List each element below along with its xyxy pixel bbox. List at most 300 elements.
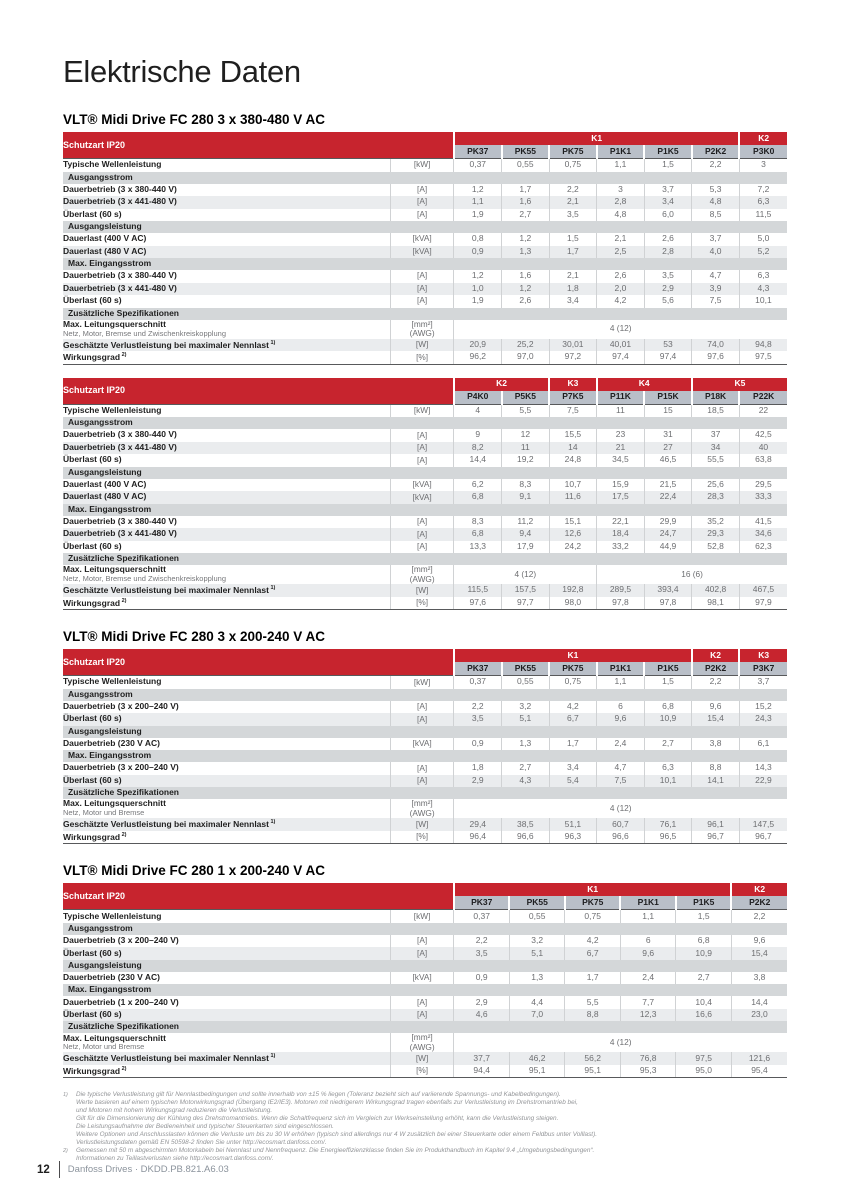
frame-size-header: K2 [454,378,549,391]
row-label: Max. Leitungsquerschnitt Netz, Motor und Bremse [63,1033,390,1052]
footnote-line: Die Leistungsaufnahme der Bedieneinheit und typischer Steuerkarten sind eingeschlossen. [76,1123,334,1131]
value-cell: 97,7 [502,597,550,610]
value-cell: 1,6 [502,196,550,209]
section-label: Ausgangsleistung [63,221,787,233]
section-label: Zusätzliche Spezifikationen [63,308,787,320]
unit-cell: [A] [390,196,454,209]
value-cell: 14,4 [731,996,787,1009]
table-row [63,1052,787,1065]
value-cell: 4,0 [692,246,740,259]
header-group-row [63,883,787,896]
value-cell: 0,37 [454,159,502,172]
row-label: Max. Leitungsquerschnitt Netz, Motor und Bremse [63,799,390,818]
value-cell: 37 [692,429,740,442]
value-cell: 2,2 [454,935,510,948]
unit-cell: [A] [390,775,454,788]
model-header: PK75 [549,662,597,676]
table-row [63,1009,787,1022]
table-wrapper [63,132,787,365]
page-footer [37,1161,229,1178]
value-cell: 3,4 [549,762,597,775]
footnote-ref: 1) [268,585,276,592]
table-row [63,910,787,923]
value-cell: 2,7 [644,738,692,751]
table-row [63,831,787,844]
value-cell: 15,2 [739,701,787,714]
row-label: Dauerbetrieb (3 x 380-440 V) [63,429,390,442]
model-header: P3K0 [739,145,787,159]
value-cell: 17,5 [597,491,645,504]
document-id: Danfoss Drives · DKDD.PB.821.A6.03 [67,1164,229,1175]
value-cell: 0,9 [454,738,502,751]
tables-container [63,112,787,1078]
value-cell: 9,6 [692,701,740,714]
value-cell: 7,7 [620,996,676,1009]
table-row [63,295,787,308]
value-cell: 97,2 [549,351,597,364]
value-cell: 3,5 [549,209,597,222]
footer-divider [59,1161,60,1178]
value-cell: 2,4 [597,738,645,751]
value-cell: 62,3 [739,541,787,554]
model-header: P1K1 [597,145,645,159]
value-cell: 5,1 [509,947,565,960]
value-cell: 40 [739,442,787,455]
value-cell: 1,8 [549,283,597,296]
table-row [63,339,787,352]
table-row [63,775,787,788]
value-cell: 4,3 [502,775,550,788]
value-cell: 97,6 [692,351,740,364]
unit-cell: [%] [390,1065,454,1078]
spec-table [63,132,787,365]
value-cell: 5,5 [502,404,550,417]
value-cell: 10,9 [676,947,732,960]
value-cell: 96,6 [502,831,550,844]
value-cell: 1,9 [454,295,502,308]
value-cell: 14 [549,442,597,455]
value-cell: 6,3 [739,196,787,209]
table-row [63,491,787,504]
value-cell: 29,9 [644,516,692,529]
footnote-marker: 2) [63,1148,68,1155]
unit-cell: [kVA] [390,738,454,751]
value-cell: 27 [644,442,692,455]
frame-size-header: K4 [597,378,692,391]
header-group-row [63,132,787,145]
footnote-line: Verlustleistungsdaten gemäß EN 50598-2 finden Sie unter http://ecosmart.danfoss.com/. [76,1139,327,1147]
value-cell: 28,3 [692,491,740,504]
value-cell: 1,2 [502,233,550,246]
value-cell: 11 [597,404,645,417]
value-cell: 9 [454,429,502,442]
value-cell: 95,1 [509,1065,565,1078]
value-cell: 15,4 [692,713,740,726]
model-header: P5K5 [502,391,550,405]
value-cell: 52,8 [692,541,740,554]
section-row [63,726,787,738]
footnotes [63,1091,787,1163]
value-cell: 9,6 [620,947,676,960]
unit-cell: [A] [390,454,454,467]
value-cell: 6,7 [565,947,621,960]
value-cell: 15,9 [597,479,645,492]
value-cell: 0,8 [454,233,502,246]
merged-value-cell: 4 (12) [454,1033,787,1052]
value-cell: 46,2 [509,1052,565,1065]
row-label: Überlast (60 s) [63,295,390,308]
value-cell: 1,3 [509,972,565,985]
value-cell: 1,7 [502,184,550,197]
footnote-marker: 1) [63,1092,68,1099]
value-cell: 3,8 [731,972,787,985]
table-section-title: VLT® Midi Drive FC 280 3 x 200-240 V AC [63,629,326,645]
value-cell: 3,4 [549,295,597,308]
value-cell: 3 [739,159,787,172]
value-cell: 10,4 [676,996,732,1009]
value-cell: 3,5 [454,947,510,960]
model-header: P15K [644,391,692,405]
unit-cell: [%] [390,831,454,844]
row-sublabel: Netz, Motor und Bremse [63,1042,145,1052]
value-cell: 10,1 [739,295,787,308]
model-header: PK55 [502,662,550,676]
value-cell: 94,4 [454,1065,510,1078]
row-label: Dauerbetrieb (3 x 441-480 V) [63,528,390,541]
value-cell: 14,1 [692,775,740,788]
value-cell: 8,3 [454,516,502,529]
value-cell: 393,4 [644,584,692,597]
row-label: Überlast (60 s) [63,541,390,554]
value-cell: 14,3 [739,762,787,775]
table-row [63,233,787,246]
value-cell: 5,1 [502,713,550,726]
value-cell: 121,6 [731,1052,787,1065]
value-cell: 11,5 [739,209,787,222]
value-cell: 18,5 [692,404,740,417]
value-cell: 97,8 [644,597,692,610]
value-cell: 38,5 [502,818,550,831]
unit-cell: [A] [390,429,454,442]
value-cell: 2,6 [597,270,645,283]
value-cell: 14,4 [454,454,502,467]
value-cell: 0,37 [454,910,510,923]
model-header: PK55 [502,145,550,159]
protection-class-label: Schutzart IP20 [63,883,454,910]
value-cell: 6,8 [676,935,732,948]
value-cell: 2,7 [676,972,732,985]
value-cell: 7,5 [692,295,740,308]
value-cell: 2,9 [644,283,692,296]
value-cell: 3,9 [692,283,740,296]
page-title: Elektrische Daten [63,54,301,89]
frame-size-header: K3 [549,378,597,391]
row-label: Geschätzte Verlustleistung bei maximaler Nennlast $^{1)}$ [63,584,390,597]
table-row [63,320,787,339]
row-label: Überlast (60 s) [63,209,390,222]
value-cell: 8,8 [565,1009,621,1022]
section-row [63,221,787,233]
value-cell: 2,2 [692,676,740,689]
value-cell: 15,1 [549,516,597,529]
value-cell: 41,5 [739,516,787,529]
value-cell: 97,4 [597,351,645,364]
protection-class-label: Schutzart IP20 [63,378,454,405]
frame-size-header: K5 [692,378,787,391]
value-cell: 12,3 [620,1009,676,1022]
value-cell: 46,5 [644,454,692,467]
value-cell: 31 [644,429,692,442]
protection-class-label: Schutzart IP20 [63,649,454,676]
section-row [63,504,787,516]
spec-table [63,883,787,1078]
value-cell: 1,1 [597,676,645,689]
value-cell: 96,2 [454,351,502,364]
table-row [63,565,787,584]
unit-cell: [kW] [390,159,454,172]
frame-size-header: K2 [739,132,787,145]
value-cell: 7,5 [597,775,645,788]
value-cell: 24,3 [739,713,787,726]
unit-cell [390,1033,454,1052]
value-cell: 4,7 [692,270,740,283]
section-row [63,417,787,429]
value-cell: 56,2 [565,1052,621,1065]
value-cell: 0,55 [509,910,565,923]
value-cell: 4,2 [549,701,597,714]
model-header: P22K [739,391,787,405]
value-cell: 0,37 [454,676,502,689]
row-label: Geschätzte Verlustleistung bei maximaler Nennlast $^{1)}$ [63,339,390,352]
table-wrapper [63,649,787,844]
section-label: Zusätzliche Spezifikationen [63,1021,787,1033]
value-cell: 60,7 [597,818,645,831]
value-cell: 34,5 [597,454,645,467]
value-cell: 2,9 [454,775,502,788]
value-cell: 6,2 [454,479,502,492]
unit-cell: [kW] [390,404,454,417]
table-row [63,996,787,1009]
unit-cell: [A] [390,283,454,296]
table-row [63,541,787,554]
value-cell: 3,5 [454,713,502,726]
spec-table [63,378,787,611]
value-cell: 97,5 [676,1052,732,1065]
table-row [63,528,787,541]
value-cell: 33,3 [739,491,787,504]
value-cell: 11 [502,442,550,455]
value-cell: 96,4 [454,831,502,844]
row-label: Wirkungsgrad $^{2)}$ [63,831,390,844]
frame-size-header: K1 [454,132,739,145]
section-row [63,172,787,184]
row-label: Überlast (60 s) [63,775,390,788]
value-cell: 1,2 [454,184,502,197]
value-cell: 76,1 [644,818,692,831]
unit-cell [390,799,454,818]
merged-value-cell: 4 (12) [454,320,787,339]
row-label: Typische Wellenleistung [63,404,390,417]
value-cell: 96,6 [597,831,645,844]
value-cell: 7,2 [739,184,787,197]
unit-cell: [A] [390,295,454,308]
value-cell: 25,6 [692,479,740,492]
value-cell: 51,1 [549,818,597,831]
section-label: Zusätzliche Spezifikationen [63,787,787,799]
row-label: Dauerlast (480 V AC) [63,246,390,259]
value-cell: 2,8 [597,196,645,209]
value-cell: 44,9 [644,541,692,554]
footnote-line: Gilt für die Dimensionierung der Kühlung des Drehstromantriebs. Wenn die Schaltfrequenz sich im Vergleich zur Werkseinstellung erhöht, kann die Verlustleistung steigen. [76,1115,559,1123]
unit-cell: [W] [390,818,454,831]
merged-value-cell: 4 (12) [454,799,787,818]
value-cell: 96,3 [549,831,597,844]
row-label: Dauerlast (400 V AC) [63,479,390,492]
unit-cell: [kVA] [390,972,454,985]
value-cell: 0,75 [565,910,621,923]
value-cell: 2,9 [454,996,510,1009]
value-cell: 289,5 [597,584,645,597]
table-section-title: VLT® Midi Drive FC 280 3 x 380-480 V AC [63,112,326,127]
row-label: Dauerbetrieb (3 x 380-440 V) [63,270,390,283]
value-cell: 3,2 [509,935,565,948]
model-header: P1K1 [597,662,645,676]
value-cell: 11,2 [502,516,550,529]
value-cell: 9,4 [502,528,550,541]
table-row [63,713,787,726]
value-cell: 19,2 [502,454,550,467]
table-row [63,454,787,467]
unit-line: [mm²] [411,1032,433,1043]
row-label: Geschätzte Verlustleistung bei maximaler Nennlast $^{1)}$ [63,818,390,831]
table-row [63,972,787,985]
unit-cell: [A] [390,701,454,714]
value-cell: 95,1 [565,1065,621,1078]
value-cell: 2,6 [502,295,550,308]
table-row [63,404,787,417]
unit-line: (AWG) [409,807,435,818]
model-header: PK37 [454,662,502,676]
unit-cell [390,320,454,339]
model-header: P4K0 [454,391,502,405]
value-cell: 96,7 [692,831,740,844]
table-row [63,442,787,455]
value-cell: 2,5 [597,246,645,259]
row-label: Dauerbetrieb (230 V AC) [63,738,390,751]
value-cell: 96,5 [644,831,692,844]
merged-value-cell: 16 (6) [597,565,787,584]
section-label: Ausgangsstrom [63,923,787,935]
unit-line: (AWG) [409,1041,435,1052]
value-cell: 15,4 [731,947,787,960]
value-cell: 1,6 [502,270,550,283]
table-row [63,283,787,296]
row-label: Geschätzte Verlustleistung bei maximaler Nennlast $^{1)}$ [63,1052,390,1065]
unit-cell: [A] [390,1009,454,1022]
unit-cell: [W] [390,584,454,597]
row-label: Dauerbetrieb (3 x 200–240 V) [63,762,390,775]
value-cell: 0,55 [502,159,550,172]
footnote-ref: 2) [120,831,127,838]
value-cell: 5,0 [739,233,787,246]
value-cell: 24,2 [549,541,597,554]
section-row [63,984,787,996]
section-label: Max. Eingangsstrom [63,258,787,270]
unit-cell: [W] [390,339,454,352]
section-label: Max. Eingangsstrom [63,984,787,996]
footnote-ref: 2) [120,1065,127,1072]
unit-cell: [A] [390,516,454,529]
value-cell: 3,4 [644,196,692,209]
unit-cell: [W] [390,1052,454,1065]
value-cell: 157,5 [502,584,550,597]
row-label: Dauerbetrieb (1 x 200–240 V) [63,996,390,1009]
value-cell: 467,5 [739,584,787,597]
value-cell: 1,5 [676,910,732,923]
value-cell: 11,6 [549,491,597,504]
unit-cell: [A] [390,528,454,541]
value-cell: 2,1 [549,270,597,283]
unit-cell: [kVA] [390,491,454,504]
value-cell: 96,1 [692,818,740,831]
row-label: Typische Wellenleistung [63,910,390,923]
value-cell: 12 [502,429,550,442]
model-header: P11K [597,391,645,405]
frame-size-header: K3 [739,649,787,662]
section-row [63,308,787,320]
value-cell: 23 [597,429,645,442]
value-cell: 37,7 [454,1052,510,1065]
value-cell: 1,2 [454,270,502,283]
section-row [63,960,787,972]
unit-cell: [kVA] [390,233,454,246]
value-cell: 1,9 [454,209,502,222]
unit-line: (AWG) [409,328,435,339]
value-cell: 95,3 [620,1065,676,1078]
model-header: PK75 [549,145,597,159]
value-cell: 2,1 [597,233,645,246]
row-label: Dauerlast (480 V AC) [63,491,390,504]
value-cell: 9,6 [597,713,645,726]
value-cell: 12,6 [549,528,597,541]
table-wrapper [63,883,787,1078]
value-cell: 24,8 [549,454,597,467]
value-cell: 3,7 [692,233,740,246]
value-cell: 1,2 [502,283,550,296]
value-cell: 6 [597,701,645,714]
value-cell: 97,6 [454,597,502,610]
value-cell: 4,2 [597,295,645,308]
value-cell: 15 [644,404,692,417]
value-cell: 10,9 [644,713,692,726]
footnote-ref: 2) [120,352,127,359]
value-cell: 42,5 [739,429,787,442]
footnote-ref: 2) [120,597,127,604]
value-cell: 98,0 [549,597,597,610]
value-cell: 23,0 [731,1009,787,1022]
value-cell: 192,8 [549,584,597,597]
frame-size-header: K2 [692,649,740,662]
protection-class-label: Schutzart IP20 [63,132,454,159]
value-cell: 98,1 [692,597,740,610]
table-row [63,516,787,529]
value-cell: 6,0 [644,209,692,222]
value-cell: 2,2 [454,701,502,714]
table-row [63,196,787,209]
value-cell: 8,3 [502,479,550,492]
value-cell: 25,2 [502,339,550,352]
unit-cell: [kW] [390,676,454,689]
